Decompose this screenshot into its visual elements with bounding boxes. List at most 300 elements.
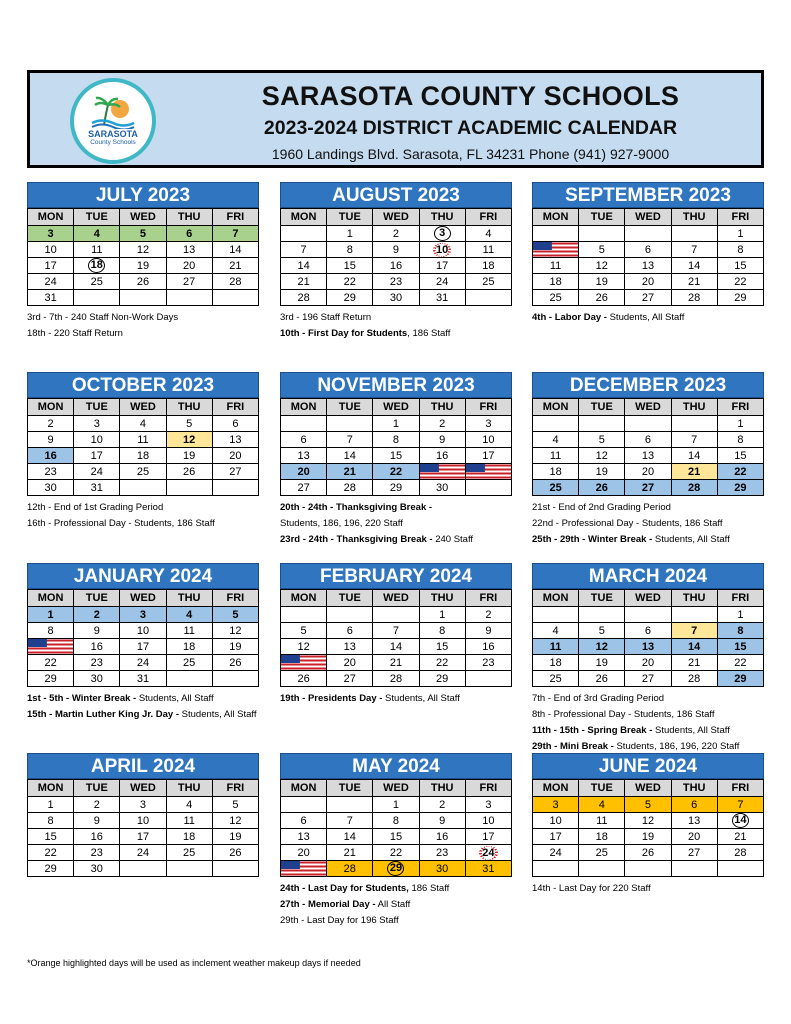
day-cell: 8 [327,242,373,258]
note-line [280,881,512,897]
weekday-header: THU [166,209,212,226]
day-cell: 8 [717,242,763,258]
day-cell: 26 [166,464,212,480]
note-line [280,516,512,532]
day-cell: 30 [74,671,120,687]
day-cell: 21 [212,258,258,274]
month-january-2024 [27,563,259,723]
empty-day-cell [533,226,579,242]
day-cell: 5 [212,797,258,813]
day-cell: 21 [327,464,373,480]
week-row [28,258,259,274]
weekday-header-row [533,399,764,416]
day-cell: 4 [166,797,212,813]
day-cell: 1 [717,607,763,623]
day-cell: 8 [373,432,419,448]
day-cell: 25 [166,655,212,671]
empty-day-cell [212,290,258,306]
day-cell: 5 [120,226,166,242]
weekday-header: WED [120,590,166,607]
week-row [533,829,764,845]
day-cell: 16 [373,258,419,274]
weekday-header: TUE [74,780,120,797]
month-june-2024 [532,753,764,897]
day-cell: 29 [419,671,465,687]
note-line [280,532,512,548]
circled-day-number: 14 [732,813,749,828]
week-row [281,861,512,877]
day-cell: 14 [373,639,419,655]
day-cell: 13 [281,829,327,845]
day-cell: 29 [327,290,373,306]
day-cell: 25 [533,290,579,306]
note-text: 21st - End of 2nd Grading Period [532,502,671,513]
weekday-header: FRI [465,780,511,797]
note-line [280,691,512,707]
note-text: 25th - 29th - Winter Break - [532,534,653,545]
note-line [27,691,259,707]
week-row [281,829,512,845]
day-cell: 14 [327,829,373,845]
note-text: Students, All Staff [136,693,214,704]
day-cell: 11 [533,448,579,464]
day-cell: 27 [625,480,671,496]
month-august-2023 [280,182,512,342]
day-cell: 13 [166,242,212,258]
weekday-header: WED [625,209,671,226]
day-cell: 22 [717,464,763,480]
day-cell: 13 [281,448,327,464]
day-cell: 22 [373,845,419,861]
weekday-header: THU [419,399,465,416]
day-cell: 18 [465,258,511,274]
day-cell: 10 [120,623,166,639]
day-cell: 9 [419,813,465,829]
note-text: 29th - Last Day for 196 Staff [280,915,399,926]
page-title: SARASOTA COUNTY SCHOOLS [261,81,680,111]
week-row [281,432,512,448]
day-cell: 26 [281,671,327,687]
day-cell: 1 [28,797,74,813]
day-cell: 6 [281,432,327,448]
month-notes [280,691,512,707]
day-cell: 28 [671,671,717,687]
week-row [533,655,764,671]
day-cell [74,258,120,274]
day-cell: 1 [28,607,74,623]
day-cell: 27 [327,671,373,687]
day-cell: 6 [212,416,258,432]
note-line [27,310,259,326]
day-cell: 17 [465,829,511,845]
day-cell: 2 [373,226,419,242]
month-title: SEPTEMBER 2023 [532,182,764,208]
day-cell: 22 [327,274,373,290]
weekday-header-row [281,590,512,607]
week-row [533,290,764,306]
month-table [280,398,512,496]
day-cell: 18 [579,829,625,845]
empty-day-cell [579,861,625,877]
day-cell: 19 [579,464,625,480]
note-text: Students, All Staff [606,312,685,323]
note-line [532,881,764,897]
day-cell: 3 [74,416,120,432]
week-row [281,813,512,829]
day-cell: 21 [717,829,763,845]
day-cell: 11 [120,432,166,448]
empty-day-cell [281,607,327,623]
empty-day-cell [212,671,258,687]
day-cell: 27 [671,845,717,861]
day-cell: 6 [625,623,671,639]
holiday-flag-icon [28,639,74,655]
weekday-header: MON [28,780,74,797]
day-cell: 13 [212,432,258,448]
circled-day-number: 29 [387,861,404,876]
empty-day-cell [166,861,212,877]
month-title: MARCH 2024 [532,563,764,589]
weekday-header: MON [281,399,327,416]
day-cell: 14 [212,242,258,258]
day-cell: 17 [120,639,166,655]
week-row [533,464,764,480]
day-cell: 17 [465,448,511,464]
week-row [28,845,259,861]
week-row [28,416,259,432]
day-cell: 11 [533,639,579,655]
day-cell [717,813,763,829]
week-row [28,797,259,813]
empty-day-cell [625,607,671,623]
district-logo [70,78,156,164]
day-cell: 31 [419,290,465,306]
day-cell: 19 [579,655,625,671]
note-line [532,691,764,707]
month-october-2023 [27,372,259,532]
day-cell: 28 [327,861,373,877]
week-row [281,242,512,258]
day-cell: 3 [28,226,74,242]
day-cell: 24 [28,274,74,290]
month-title: MAY 2024 [280,753,512,779]
note-text: Students, All Staff [179,709,257,720]
day-cell: 16 [419,829,465,845]
month-table [532,398,764,496]
day-cell: 30 [28,480,74,496]
day-cell: 21 [373,655,419,671]
day-cell: 14 [671,448,717,464]
day-cell: 9 [74,813,120,829]
weekday-header-row [28,209,259,226]
weekday-header: THU [166,780,212,797]
day-cell: 19 [212,829,258,845]
month-april-2024 [27,753,259,877]
weekday-header: FRI [212,209,258,226]
day-cell: 19 [579,274,625,290]
day-cell: 1 [373,416,419,432]
day-cell: 23 [465,655,511,671]
day-cell: 30 [373,290,419,306]
day-cell: 28 [281,290,327,306]
weekday-header: THU [671,209,717,226]
day-cell: 19 [120,258,166,274]
day-cell: 27 [625,290,671,306]
day-cell: 30 [74,861,120,877]
week-row [533,639,764,655]
empty-day-cell [212,480,258,496]
day-cell: 12 [120,242,166,258]
week-row [28,861,259,877]
weekday-header: FRI [717,590,763,607]
day-cell: 27 [281,480,327,496]
week-row [533,242,764,258]
weekday-header: WED [120,780,166,797]
day-cell: 2 [419,797,465,813]
note-text: Students, All Staff [382,693,460,704]
footer-note: *Orange highlighted days will be used as inclement weather makeup days if needed [27,958,361,968]
day-cell: 1 [419,607,465,623]
month-march-2024 [532,563,764,755]
day-cell: 23 [74,655,120,671]
day-cell: 29 [373,480,419,496]
day-cell: 18 [120,448,166,464]
address-line: 1960 Landings Blvd. Sarasota, FL 34231 Phone (941) 927-9000 [271,146,670,162]
day-cell: 30 [419,480,465,496]
week-row [28,290,259,306]
day-cell: 29 [28,671,74,687]
weekday-header: MON [281,209,327,226]
note-text: 23rd - 24th - Thanksgiving Break - [280,534,433,545]
weekday-header-row [281,780,512,797]
month-notes [532,691,764,755]
day-cell: 4 [533,623,579,639]
day-cell: 26 [212,845,258,861]
note-text: 14th - Last Day for 220 Staff [532,883,651,894]
note-text: 240 Staff [432,534,474,545]
week-row [281,448,512,464]
day-cell: 7 [671,623,717,639]
day-cell: 8 [717,432,763,448]
day-cell: 13 [327,639,373,655]
week-row [281,639,512,655]
day-cell: 22 [28,845,74,861]
week-row [533,813,764,829]
day-cell: 23 [74,845,120,861]
day-cell: 4 [120,416,166,432]
week-row [533,274,764,290]
day-cell: 7 [373,623,419,639]
page-subtitle: 2023-2024 DISTRICT ACADEMIC CALENDAR [263,117,678,139]
weekday-header: THU [419,780,465,797]
week-row [28,671,259,687]
month-table [280,779,512,877]
day-cell: 13 [625,448,671,464]
empty-day-cell [327,797,373,813]
day-cell [419,242,465,258]
day-cell: 8 [373,813,419,829]
day-cell: 10 [74,432,120,448]
day-cell: 15 [327,258,373,274]
day-cell: 14 [671,639,717,655]
day-cell: 20 [671,829,717,845]
weekday-header: TUE [327,399,373,416]
day-cell: 6 [166,226,212,242]
empty-day-cell [533,607,579,623]
week-row [281,671,512,687]
day-cell: 3 [120,607,166,623]
weekday-header: TUE [74,590,120,607]
weekday-header-row [28,590,259,607]
month-notes [532,500,764,548]
month-title: DECEMBER 2023 [532,372,764,398]
day-cell: 7 [717,797,763,813]
day-cell: 10 [533,813,579,829]
empty-day-cell [166,671,212,687]
month-notes [280,881,512,929]
week-row [533,797,764,813]
day-cell: 17 [419,258,465,274]
day-cell: 2 [74,607,120,623]
day-cell: 26 [579,290,625,306]
week-row [281,464,512,480]
holiday-flag-icon [465,464,511,480]
day-cell: 5 [579,242,625,258]
day-cell: 7 [281,242,327,258]
note-text: Students, 186, 196, 220 Staff [613,741,740,752]
day-cell: 20 [625,274,671,290]
day-cell: 9 [419,432,465,448]
note-text: 11th - 15th - Spring Break - [532,725,653,736]
week-row [281,258,512,274]
day-cell: 18 [533,274,579,290]
day-cell: 21 [281,274,327,290]
day-cell: 28 [373,671,419,687]
day-cell: 6 [625,432,671,448]
day-cell: 8 [717,623,763,639]
day-cell: 4 [465,226,511,242]
day-cell: 10 [465,813,511,829]
month-november-2023 [280,372,512,548]
week-row [28,655,259,671]
weekday-header: WED [625,780,671,797]
empty-day-cell [465,480,511,496]
weekday-header: WED [625,590,671,607]
day-cell: 30 [419,861,465,877]
day-cell [465,845,511,861]
day-cell: 26 [579,480,625,496]
weekday-header: MON [28,399,74,416]
month-title: APRIL 2024 [27,753,259,779]
note-text: 12th - End of 1st Grading Period [27,502,164,513]
day-cell: 23 [419,845,465,861]
weekday-header: WED [120,209,166,226]
day-cell: 11 [74,242,120,258]
empty-day-cell [120,480,166,496]
note-text: 22nd - Professional Day - Students, 186 Staff [532,518,723,529]
day-cell: 20 [281,845,327,861]
week-row [28,813,259,829]
week-row [281,274,512,290]
weekday-header-row [28,780,259,797]
empty-day-cell [671,861,717,877]
note-text: 186 Staff [408,883,450,894]
note-text: 18th - 220 Staff Return [27,328,123,339]
weekday-header: FRI [465,399,511,416]
week-row [281,623,512,639]
day-cell: 16 [419,448,465,464]
empty-day-cell [166,290,212,306]
palm-tree-sun-icon [90,95,136,129]
month-notes [27,500,259,532]
day-cell: 11 [166,623,212,639]
week-row [28,607,259,623]
day-cell: 27 [625,671,671,687]
day-cell: 5 [166,416,212,432]
weekday-header: WED [373,590,419,607]
week-row [28,448,259,464]
week-row [28,464,259,480]
day-cell: 28 [327,480,373,496]
empty-day-cell [212,861,258,877]
day-cell: 7 [671,242,717,258]
weekday-header: THU [419,590,465,607]
day-cell: 17 [533,829,579,845]
empty-day-cell [533,416,579,432]
day-cell: 20 [166,258,212,274]
note-line [532,516,764,532]
empty-day-cell [671,607,717,623]
empty-day-cell [579,607,625,623]
day-cell: 7 [327,813,373,829]
empty-day-cell [281,226,327,242]
note-text: 29th - Mini Break - [532,741,614,752]
day-cell: 14 [281,258,327,274]
day-cell: 9 [28,432,74,448]
day-cell: 2 [419,416,465,432]
day-cell: 16 [28,448,74,464]
week-row [533,861,764,877]
day-cell: 27 [166,274,212,290]
empty-day-cell [120,290,166,306]
weekday-header: FRI [717,780,763,797]
day-cell: 12 [579,448,625,464]
day-cell: 31 [120,671,166,687]
week-row [281,416,512,432]
weekday-header: TUE [579,590,625,607]
day-cell: 5 [281,623,327,639]
day-cell: 19 [212,639,258,655]
weekday-header: WED [373,780,419,797]
day-cell: 25 [533,480,579,496]
note-text: Students, All Staff [652,725,730,736]
day-cell: 22 [28,655,74,671]
week-row [28,226,259,242]
day-cell: 4 [74,226,120,242]
empty-day-cell [166,480,212,496]
month-table [27,589,259,687]
day-cell: 20 [327,655,373,671]
day-cell: 5 [579,623,625,639]
day-cell: 24 [74,464,120,480]
day-cell: 26 [579,671,625,687]
week-row [281,480,512,496]
day-cell: 13 [671,813,717,829]
weekday-header: THU [671,399,717,416]
weekday-header: TUE [74,209,120,226]
week-row [28,432,259,448]
weekday-header: FRI [465,209,511,226]
